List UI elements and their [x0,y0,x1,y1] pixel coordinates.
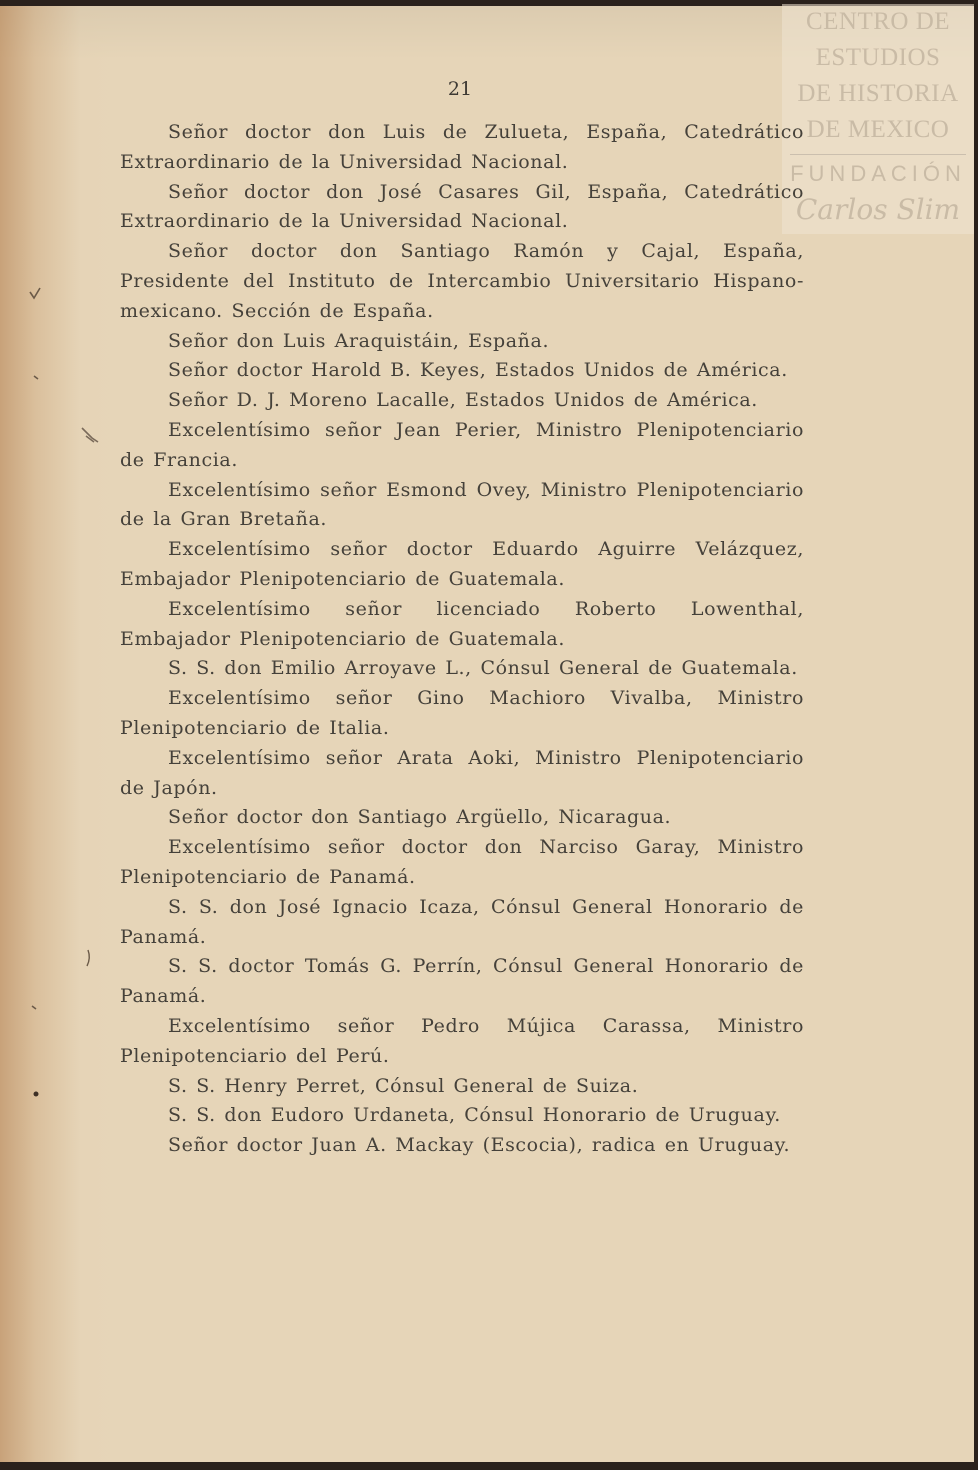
list-entry: Señor don Luis Araquistáin, España. [168,329,550,352]
list-entry: Señor doctor don Santiago Ramón y Cajal, España, Presidente del Instituto de Intercambio Universitario Hispano-mexicano. Sección de España. [120,240,804,322]
scan-right-border [974,0,978,1470]
attendee-list [120,118,804,1161]
list-entry: Señor doctor don Santiago Argüello, Nicaragua. [168,806,672,829]
list-entry: Excelentísimo señor Arata Aoki, Ministro Plenipotenciario de Japón. [120,746,804,799]
archive-watermark [782,4,974,234]
watermark-line-4: DE MEXICO [806,116,950,143]
list-entry: Señor doctor don José Casares Gil, España, Catedrático Extraordinario de la Universidad Nacional. [120,180,804,233]
list-entry: S. S. Henry Perret, Cónsul General de Suiza. [168,1074,639,1097]
list-entry: Excelentísimo señor doctor don Narciso Garay, Ministro Plenipotenciario de Panamá. [120,836,804,888]
list-entry: Excelentísimo señor Pedro Mújica Carassa, Ministro Plenipotenciario del Perú. [120,1014,804,1067]
list-entry: Excelentísimo señor doctor Eduardo Aguirre Velázquez, Embajador Plenipotenciario de Guatemala. [120,538,804,590]
list-entry: Señor doctor don Luis de Zulueta, España, Catedrático Extraordinario de la Universidad Nacional. [120,121,804,173]
list-entry: Excelentísimo señor licenciado Roberto Lowenthal, Embajador Plenipotenciario de Guatemala. [120,597,804,650]
watermark-line-1: CENTRO DE [805,8,951,35]
list-entry: S. S. don Eudoro Urdaneta, Cónsul Honorario de Uruguay. [168,1104,781,1127]
watermark-line-3: DE HISTORIA [797,80,959,107]
list-entry: Excelentísimo señor Gino Machioro Vivalba, Ministro Plenipotenciario de Italia. [120,687,804,739]
page-number: 21 [447,78,473,100]
list-entry: Excelentísimo señor Jean Perier, Ministro Plenipotenciario de Francia. [120,418,804,471]
watermark-signature: Carlos Slim [795,193,961,226]
list-entry: S. S. don José Ignacio Icaza, Cónsul General Honorario de Panamá. [120,895,804,948]
watermark-line-2: ESTUDIOS [815,44,941,71]
scan-bottom-border [0,1462,978,1470]
margin-pencil-marks [0,0,110,1470]
list-entry: Señor doctor Juan A. Mackay (Escocia), radica en Uruguay. [168,1134,791,1157]
watermark-foundation: FUNDACIÓN [790,161,966,186]
list-entry: Excelentísimo señor Esmond Ovey, Ministro Plenipotenciario de la Gran Bretaña. [120,478,804,531]
list-entry: S. S. don Emilio Arroyave L., Cónsul General de Guatemala. [168,657,798,680]
watermark-divider [790,154,966,155]
list-entry: Señor D. J. Moreno Lacalle, Estados Unidos de América. [168,389,758,412]
list-entry: Señor doctor Harold B. Keyes, Estados Unidos de América. [168,359,788,382]
list-entry: S. S. doctor Tomás G. Perrín, Cónsul General Honorario de Panamá. [120,955,804,1008]
